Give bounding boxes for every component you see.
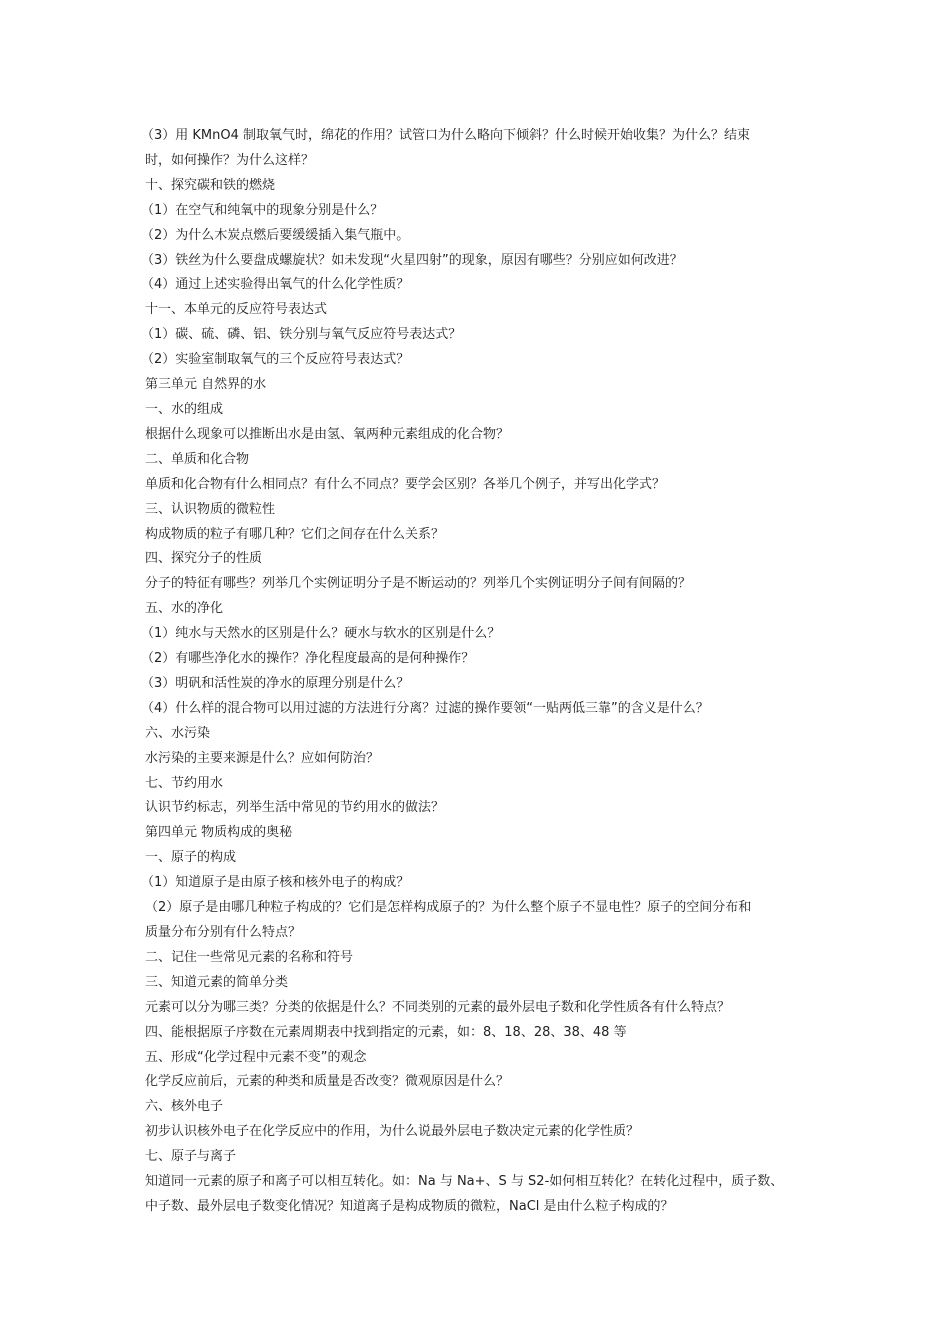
text-line: （1）在空气和纯氧中的现象分别是什么？ [141, 202, 384, 218]
text-line: （3）用 KMnO4 制取氧气时，绵花的作用？试管口为什么略向下倾斜？什么时候开始收集？为什么？结束 [141, 128, 751, 143]
section-heading: 三、认识物质的微粒性 [145, 501, 276, 517]
text-line: 质量分布分别有什么特点？ [145, 925, 302, 940]
section-heading: 一、水的组成 [145, 401, 224, 417]
text-line: （1）纯水与天然水的区别是什么？硬水与软水的区别是什么？ [141, 626, 501, 642]
unit-heading: 第三单元 自然界的水 [145, 377, 267, 393]
text-line: （2）原子是由哪几种粒子构成的？它们是怎样构成原子的？为什么整个原子不显电性？原子的空间分布和 [145, 900, 752, 916]
section-heading: 四、探究分子的性质 [145, 551, 263, 567]
unit-heading: 第四单元 物质构成的奥秘 [145, 825, 293, 841]
text-line: 根据什么现象可以推断出水是由氢、氧两种元素组成的化合物？ [145, 426, 510, 442]
text-line: （3）明矾和活性炭的净水的原理分别是什么？ [141, 675, 410, 691]
section-heading: 三、知道元素的简单分类 [145, 974, 289, 990]
text-line: （1）知道原子是由原子核和核外电子的构成？ [141, 875, 410, 891]
section-heading: 十、探究碳和铁的燃烧 [145, 177, 276, 193]
section-heading: 七、节约用水 [145, 775, 224, 791]
section-heading: 二、单质和化合物 [145, 451, 250, 467]
text-line: 水污染的主要来源是什么？应如何防治？ [145, 750, 380, 766]
text-line: （2）实验室制取氧气的三个反应符号表达式？ [141, 352, 410, 368]
text-line: 初步认识核外电子在化学反应中的作用，为什么说最外层电子数决定元素的化学性质？ [145, 1124, 640, 1140]
section-heading: 二、记住一些常见元素的名称和符号 [145, 949, 354, 965]
text-line: 时，如何操作？为什么这样？ [145, 152, 315, 168]
section-heading: 五、形成“化学过程中元素不变”的观念 [145, 1049, 367, 1065]
section-heading: 七、原子与离子 [145, 1149, 237, 1165]
text-line: （1）碳、硫、磷、铝、铁分别与氧气反应符号表达式？ [141, 327, 462, 343]
text-line: 构成物质的粒子有哪几种？它们之间存在什么关系？ [145, 526, 445, 542]
section-heading: 十一、本单元的反应符号表达式 [145, 302, 328, 318]
text-line: （2）有哪些净化水的操作？净化程度最高的是何种操作？ [141, 651, 475, 667]
text-line: 知道同一元素的原子和离子可以相互转化。如：Na 与 Na+、S 与 S2-如何相互转化？在转化过程中，质子数、 [145, 1174, 784, 1190]
document-body [141, 124, 825, 1220]
text-line: （3）铁丝为什么要盘成螺旋状？如未发现“火星四射”的现象，原因有哪些？分别应如何改进？ [141, 252, 683, 268]
text-line: 元素可以分为哪三类？分类的依据是什么？不同类别的元素的最外层电子数和化学性质各有什么特点？ [145, 999, 731, 1015]
text-line: （2）为什么木炭点燃后要缓缓插入集气瓶中。 [141, 227, 410, 243]
text-line: 中子数、最外层电子数变化情况？知道离子是构成物质的微粒，NaCl 是由什么粒子构成的？ [145, 1198, 674, 1214]
section-heading: 六、核外电子 [145, 1099, 224, 1115]
text-line: （4）通过上述实验得出氧气的什么化学性质？ [141, 277, 410, 293]
section-heading: 一、原子的构成 [145, 850, 237, 866]
text-line: （4）什么样的混合物可以用过滤的方法进行分离？过滤的操作要领“一贴两低三靠”的含义是什么？ [141, 700, 709, 716]
text-line: 认识节约标志，列举生活中常见的节约用水的做法？ [145, 800, 445, 816]
text-line: 单质和化合物有什么相同点？有什么不同点？要学会区别？各举几个例子，并写出化学式？ [145, 476, 666, 492]
text-line: 分子的特征有哪些？列举几个实例证明分子是不断运动的？列举几个实例证明分子间有间隔的？ [145, 576, 692, 592]
section-heading: 六、水污染 [145, 725, 211, 741]
section-heading: 五、水的净化 [145, 601, 224, 617]
text-line: 化学反应前后，元素的种类和质量是否改变？微观原因是什么？ [145, 1074, 510, 1090]
section-heading: 四、能根据原子序数在元素周期表中找到指定的元素，如：8、18、28、38、48 等 [145, 1024, 627, 1040]
